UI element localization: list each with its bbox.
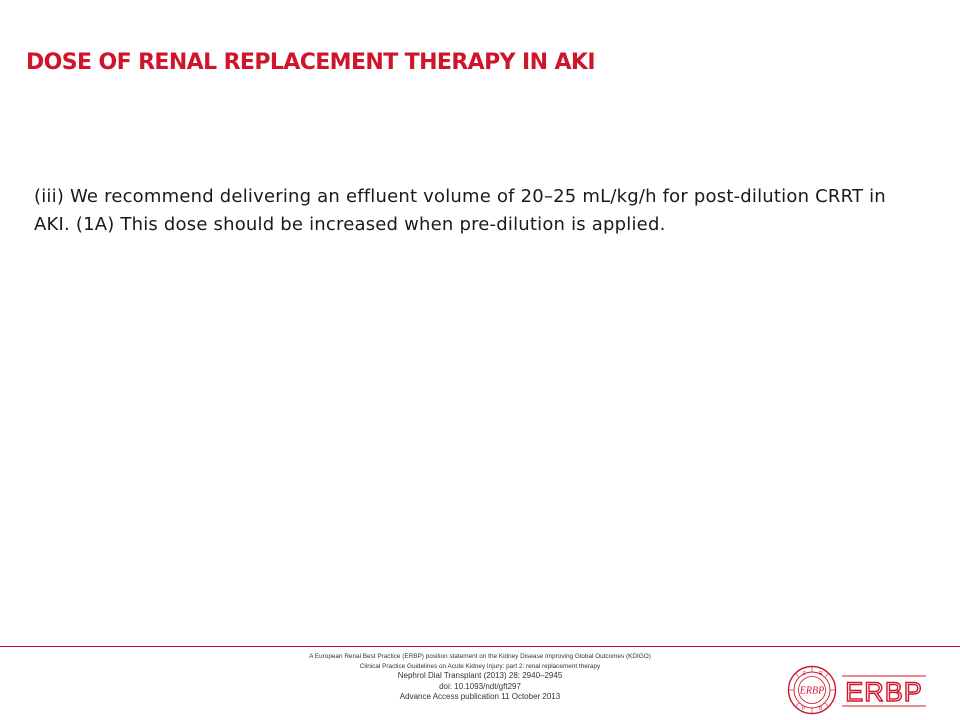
erbp-logo <box>786 664 936 716</box>
citation-access: Advance Access publication 11 October 2013 <box>399 692 561 701</box>
recommendation-text: (iii) We recommend delivering an effluent volume of 20–25 mL/kg/h for post-dilution CRRT in AKI. (1A) This dose should be increased when pre-dilution is applied. <box>34 186 886 235</box>
erbp-seal-icon <box>789 667 836 714</box>
svg-text:E: E <box>803 671 807 677</box>
svg-text:P: P <box>802 706 806 712</box>
citation-statement: A European Renal Best Practice (ERBP) position statement on the Kidney Disease Improving Global Outcomes (KDIGO) <box>309 653 651 660</box>
slide-title: DOSE OF RENAL REPLACEMENT THERAPY IN AKI <box>26 50 595 75</box>
svg-text:ERBP: ERBP <box>799 685 825 697</box>
footer-divider <box>0 646 960 647</box>
citation-journal: Nephrol Dial Transplant (2013) 28: 2940–2945 <box>397 671 563 680</box>
citation-doi: doi: 10.1093/ndt/gft297 <box>439 681 521 691</box>
svg-text:R: R <box>819 671 823 677</box>
svg-text:B: B <box>819 706 823 712</box>
citation-guideline: Clinical Practice Guidelines on Acute Kidney Injury: part 2: renal replacement therapy <box>359 662 601 670</box>
citation-block <box>190 652 770 703</box>
erbp-wordmark: ERBP <box>845 677 923 707</box>
